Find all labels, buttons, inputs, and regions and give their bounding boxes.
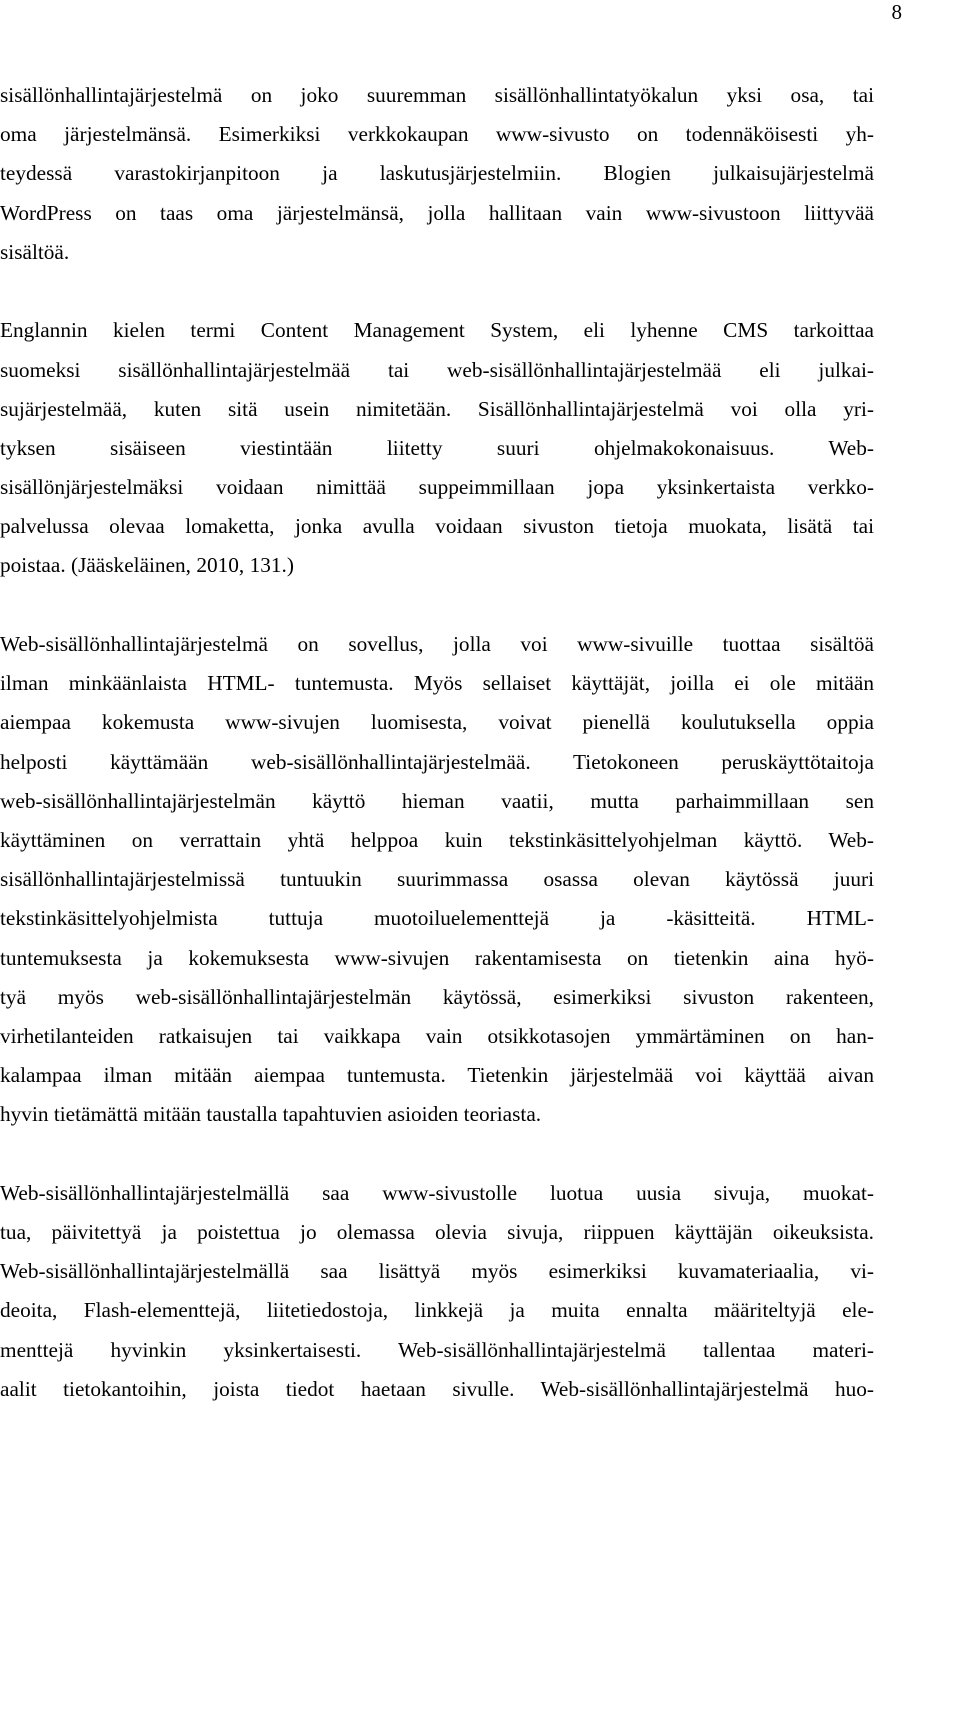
text-line: menttejä hyvinkin yksinkertaisesti. Web-sisällönhallintajärjestelmä tallentaa materi-: [0, 1337, 874, 1362]
text-line: sisällönhallintajärjestelmissä tuntuukin suurimmassa osassa olevan käytössä juuri: [0, 867, 874, 892]
text-line: teydessä varastokirjanpitoon ja laskutusjärjestelmiin. Blogien julkaisujärjestelmä: [0, 161, 874, 186]
text-line: Web-sisällönhallintajärjestelmällä saa lisättyä myös esimerkiksi kuvamateriaalia, vi-: [0, 1259, 874, 1284]
text-line: Web-sisällönhallintajärjestelmä on sovellus, jolla voi www-sivuille tuottaa sisältöä: [0, 632, 874, 657]
text-line: oma järjestelmänsä. Esimerkiksi verkkokaupan www-sivusto on todennäköisesti yh-: [0, 122, 874, 147]
text-line: Web-sisällönhallintajärjestelmällä saa www-sivustolle luotua uusia sivuja, muokat-: [0, 1180, 874, 1205]
text-line: sisältöä.: [0, 239, 70, 264]
text-line: palvelussa olevaa lomaketta, jonka avulla voidaan sivuston tietoja muokata, lisätä tai: [0, 514, 874, 539]
text-line: virhetilanteiden ratkaisujen tai vaikkapa vain otsikkotasojen ymmärtäminen on han-: [0, 1023, 874, 1048]
text-line: aalit tietokantoihin, joista tiedot haetaan sivulle. Web-sisällönhallintajärjestelmä huo-: [0, 1376, 874, 1401]
paragraph-1: [0, 76, 874, 272]
text-line: suomeksi sisällönhallintajärjestelmää tai web-sisällönhallintajärjestelmää eli julkai-: [0, 357, 874, 382]
text-line: käyttäminen on verrattain yhtä helppoa kuin tekstinkäsittelyohjelman käyttö. Web-: [0, 827, 874, 852]
text-line: web-sisällönhallintajärjestelmän käyttö hieman vaatii, mutta parhaimmillaan sen: [0, 788, 874, 813]
text-line: helposti käyttämään web-sisällönhallintajärjestelmää. Tietokoneen peruskäyttötaitoja: [0, 749, 874, 774]
text-line: ilman minkäänlaista HTML- tuntemusta. Myös sellaiset käyttäjät, joilla ei ole mitään: [0, 671, 874, 696]
text-line: sisällönhallintajärjestelmä on joko suuremman sisällönhallintatyökalun yksi osa, tai: [0, 83, 874, 107]
paragraph-2: [0, 311, 874, 585]
page-number: 8: [891, 0, 902, 24]
text-line: tekstinkäsittelyohjelmista tuttuja muotoiluelementtejä ja -käsitteitä. HTML-: [0, 906, 874, 931]
text-line: hyvin tietämättä mitään taustalla tapahtuvien asioiden teoriasta.: [0, 1102, 542, 1127]
text-line: tyä myös web-sisällönhallintajärjestelmän käytössä, esimerkiksi sivuston rakenteen,: [0, 984, 874, 1009]
text-line: tua, päivitettyä ja poistettua jo olemassa olevia sivuja, riippuen käyttäjän oikeuksista.: [0, 1220, 874, 1245]
text-line: Englannin kielen termi Content Management System, eli lyhenne CMS tarkoittaa: [0, 318, 874, 343]
paragraph-4: [0, 1174, 874, 1409]
text-line: poistaa. (Jääskeläinen, 2010, 131.): [0, 553, 294, 578]
text-line: sujärjestelmää, kuten sitä usein nimitetään. Sisällönhallintajärjestelmä voi olla yri-: [0, 396, 874, 421]
paragraph-3: [0, 625, 874, 1134]
document-body: [0, 76, 874, 1448]
text-line: kalampaa ilman mitään aiempaa tuntemusta. Tietenkin järjestelmää voi käyttää aivan: [0, 1063, 874, 1088]
text-line: deoita, Flash-elementtejä, liitetiedostoja, linkkejä ja muita ennalta määriteltyjä ele-: [0, 1298, 874, 1323]
text-line: tyksen sisäiseen viestintään liitetty suuri ohjelmakokonaisuus. Web-: [0, 435, 874, 460]
text-line: WordPress on taas oma järjestelmänsä, jolla hallitaan vain www-sivustoon liittyvää: [0, 200, 874, 225]
text-line: sisällönjärjestelmäksi voidaan nimittää suppeimmillaan jopa yksinkertaista verkko-: [0, 475, 874, 500]
text-line: tuntemuksesta ja kokemuksesta www-sivujen rakentamisesta on tietenkin aina hyö-: [0, 945, 874, 970]
text-line: aiempaa kokemusta www-sivujen luomisesta, voivat pienellä koulutuksella oppia: [0, 710, 874, 735]
